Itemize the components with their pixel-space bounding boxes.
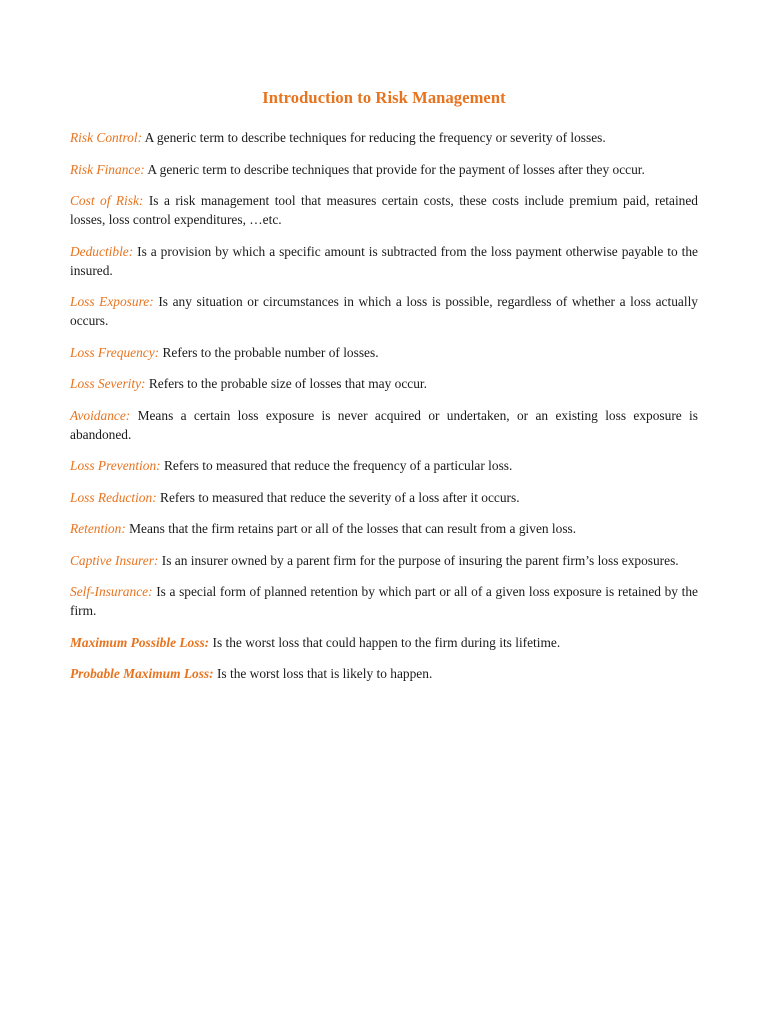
entry-term: Avoidance: — [70, 407, 131, 423]
entry-risk-finance — [70, 160, 698, 179]
entry-term: Cost of Risk: — [70, 193, 144, 208]
entry-definition: A generic term to describe techniques that provide for the payment of losses after they occur. — [147, 161, 645, 177]
entry-loss-severity — [70, 374, 698, 393]
entry-loss-reduction — [70, 488, 698, 507]
entry-term: Maximum Possible Loss: — [70, 634, 210, 650]
entry-self-insurance — [70, 582, 698, 620]
entry-avoidance — [70, 406, 698, 444]
entry-definition: Refers to the probable number of losses. — [162, 344, 379, 360]
entry-definition: Means a certain loss exposure is never acquired or undertaken, or an existing loss exposure is abandoned. — [70, 407, 698, 442]
entry-term: Loss Exposure: — [70, 294, 154, 309]
entry-probable-maximum-loss — [70, 664, 698, 683]
entry-definition: Is any situation or circumstances in which a loss is possible, regardless of whether a loss actually occurs. — [70, 294, 698, 328]
entry-retention — [70, 519, 698, 538]
entry-definition: Refers to measured that reduce the severity of a loss after it occurs. — [160, 489, 520, 505]
entry-definition: Is a special form of planned retention by which part or all of a given loss exposure is retained by the firm. — [70, 584, 698, 618]
entry-definition: Is a risk management tool that measures certain costs, these costs include premium paid, retained losses, loss control expenditures, …etc. — [70, 193, 698, 227]
entry-definition: A generic term to describe techniques for reducing the frequency or severity of losses. — [144, 130, 606, 145]
entry-cost-of-risk — [70, 191, 698, 229]
entry-definition: Is the worst loss that is likely to happen. — [216, 666, 433, 681]
entry-term: Risk Control: — [70, 130, 143, 145]
entry-definition: Is the worst loss that could happen to the firm during its lifetime. — [212, 634, 561, 650]
entry-loss-prevention — [70, 456, 698, 475]
entry-loss-frequency — [70, 343, 698, 362]
entry-term: Risk Finance: — [70, 161, 145, 177]
entry-definition: Is an insurer owned by a parent firm for the purpose of insuring the parent firm’s loss exposures. — [161, 552, 679, 568]
entry-term: Probable Maximum Loss: — [70, 666, 214, 681]
entry-term: Captive Insurer: — [70, 552, 159, 568]
entry-term: Loss Reduction: — [70, 489, 157, 505]
entry-definition: Refers to measured that reduce the frequency of a particular loss. — [163, 458, 513, 473]
entry-captive-insurer — [70, 551, 698, 570]
entry-term: Deductible: — [70, 243, 134, 259]
entry-term: Self-Insurance: — [70, 584, 153, 599]
entry-term: Loss Frequency: — [70, 344, 160, 360]
entry-definition: Is a provision by which a specific amount is subtracted from the loss payment otherwise payable to the insured. — [70, 243, 698, 278]
entry-deductible — [70, 242, 698, 280]
entry-risk-control — [70, 128, 698, 147]
document-title: Introduction to Risk Management — [262, 88, 506, 107]
entry-loss-exposure — [70, 292, 698, 330]
entry-definition: Refers to the probable size of losses that may occur. — [148, 376, 428, 391]
entry-term: Loss Severity: — [70, 376, 146, 391]
entry-maximum-possible-loss — [70, 633, 698, 652]
entry-term: Retention: — [70, 521, 126, 536]
entry-definition: Means that the firm retains part or all of the losses that can result from a given loss. — [129, 521, 577, 536]
entry-term: Loss Prevention: — [70, 458, 161, 473]
